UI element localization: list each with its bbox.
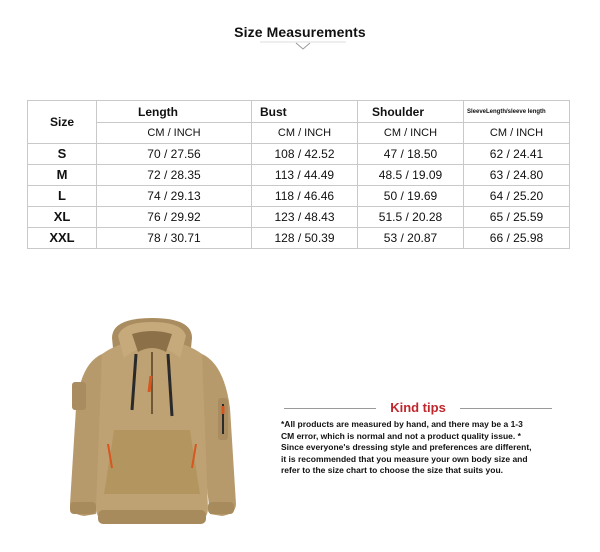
- table-cell: 64 / 25.20: [464, 186, 570, 207]
- table-cell: 47 / 18.50: [358, 144, 464, 165]
- table-row: [28, 186, 570, 207]
- tip-line: refer to the size chart to choose the size that suits you.: [281, 465, 503, 476]
- table-cell: 66 / 25.98: [464, 228, 570, 249]
- column-header-bust: Bust: [252, 101, 358, 123]
- page-title: Size Measurements: [234, 24, 366, 40]
- table-row: [28, 165, 570, 186]
- table-cell: 70 / 27.56: [97, 144, 252, 165]
- table-cell: 76 / 29.92: [97, 207, 252, 228]
- kind-tips-title: Kind tips: [390, 400, 446, 415]
- table-unit-row: [28, 123, 570, 144]
- table-cell: 113 / 44.49: [252, 165, 358, 186]
- table-row: [28, 228, 570, 249]
- table-cell: 48.5 / 19.09: [358, 165, 464, 186]
- table-cell: 78 / 30.71: [97, 228, 252, 249]
- unit-cell: CM / INCH: [358, 123, 464, 144]
- kind-tips-text: [281, 419, 571, 477]
- table-cell: 63 / 24.80: [464, 165, 570, 186]
- table-cell: 65 / 25.59: [464, 207, 570, 228]
- column-header-length: Length: [97, 101, 252, 123]
- table-cell: 53 / 20.87: [358, 228, 464, 249]
- column-header-sleeve: SleeveLength/sleeve length: [464, 101, 570, 123]
- table-cell: 123 / 48.43: [252, 207, 358, 228]
- table-row: [28, 144, 570, 165]
- size-header: Size: [28, 101, 97, 144]
- tip-line: *All products are measured by hand, and there may be a 1-3: [281, 419, 523, 429]
- tip-line: Since everyone's dressing style and preferences are different,: [281, 442, 532, 453]
- unit-cell: CM / INCH: [252, 123, 358, 144]
- chevron-down-icon: [258, 34, 348, 54]
- table-row: [28, 207, 570, 228]
- column-header-shoulder: Shoulder: [358, 101, 464, 123]
- size-label: XXL: [28, 228, 97, 249]
- table-cell: 50 / 19.69: [358, 186, 464, 207]
- table-cell: 74 / 29.13: [97, 186, 252, 207]
- tip-line: CM error, which is normal and not a product quality issue. *: [281, 430, 521, 441]
- unit-cell: CM / INCH: [464, 123, 570, 144]
- size-label: L: [28, 186, 97, 207]
- table-cell: 128 / 50.39: [252, 228, 358, 249]
- table-cell: 51.5 / 20.28: [358, 207, 464, 228]
- table-cell: 62 / 24.41: [464, 144, 570, 165]
- table-cell: 72 / 28.35: [97, 165, 252, 186]
- kind-tips-header: [284, 400, 552, 416]
- size-label: S: [28, 144, 97, 165]
- size-label: M: [28, 165, 97, 186]
- table-cell: 118 / 46.46: [252, 186, 358, 207]
- tip-line: it is recommended that you measure your own body size and: [281, 453, 528, 464]
- table-header-row: [28, 101, 570, 123]
- table-cell: 108 / 42.52: [252, 144, 358, 165]
- unit-cell: CM / INCH: [97, 123, 252, 144]
- size-table: [27, 100, 570, 249]
- hoodie-product-image: [62, 318, 242, 532]
- size-label: XL: [28, 207, 97, 228]
